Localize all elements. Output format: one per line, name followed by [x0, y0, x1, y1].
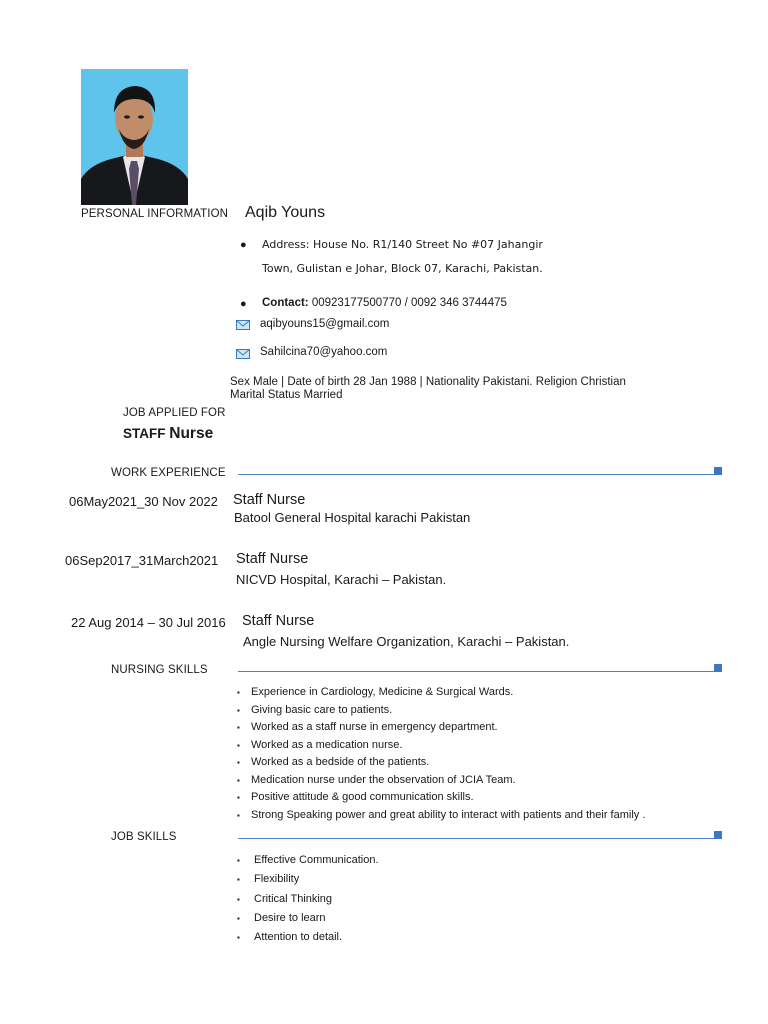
skill-text: Critical Thinking: [254, 892, 333, 905]
list-item: [237, 789, 645, 807]
job-title-part-1: STAFF: [123, 426, 170, 441]
experience-3-org: Angle Nursing Welfare Organization, Karachi – Pakistan.: [243, 634, 570, 649]
contact-bullet: ●: [240, 298, 247, 310]
list-item: [237, 719, 645, 737]
personal-details-line-2: Marital Status Married: [230, 389, 343, 401]
list-item: [237, 772, 645, 790]
skill-text: Attention to detail.: [254, 931, 343, 944]
job-skills-list: [237, 851, 379, 947]
skill-text: Desire to learn: [254, 911, 326, 924]
job-title-part-2: Nurse: [169, 425, 214, 442]
portrait-illustration: [81, 69, 188, 205]
bullet-icon: ▪: [237, 775, 240, 785]
skill-text: Worked as a medication nurse.: [251, 738, 403, 751]
skill-text: Effective Communication.: [254, 854, 379, 866]
experience-1-role: Staff Nurse: [233, 492, 306, 508]
bullet-icon: ▪: [237, 856, 240, 865]
skill-text: Positive attitude & good communication skills.: [251, 791, 474, 803]
work-experience-rule: [238, 474, 716, 475]
personal-details-line-1: Sex Male | Date of birth 28 Jan 1988 | Nationality Pakistani. Religion Christian: [230, 376, 626, 388]
experience-1-date: 06May2021_30 Nov 2022: [69, 494, 218, 509]
address-bullet: ●: [240, 239, 247, 251]
profile-photo: [81, 69, 188, 205]
nursing-skills-list: [237, 683, 646, 824]
list-item: [237, 702, 645, 719]
experience-1-org: Batool General Hospital karachi Pakistan: [234, 510, 471, 525]
experience-2-role: Staff Nurse: [236, 551, 309, 567]
job-applied-title: [123, 425, 213, 443]
work-experience-label: WORK EXPERIENCE: [111, 467, 226, 479]
personal-information-label: PERSONAL INFORMATION: [81, 208, 229, 220]
work-experience-marker: [714, 467, 722, 475]
job-skills-label: JOB SKILLS: [111, 831, 177, 843]
list-item: [237, 754, 645, 772]
bullet-icon: ▪: [237, 894, 240, 904]
experience-3-date: 22 Aug 2014 – 30 Jul 2016: [71, 615, 226, 630]
candidate-name: Aqib Youns: [245, 204, 326, 221]
skill-text: Experience in Cardiology, Medicine & Surgical Wards.: [251, 686, 514, 698]
job-skills-rule: [238, 838, 716, 839]
list-item: [237, 851, 379, 870]
bullet-icon: ▪: [237, 723, 240, 732]
list-item: [237, 928, 379, 947]
address-line-2: Town, Gulistan e Johar, Block 07, Karachi, Pakistan.: [262, 262, 543, 275]
list-item: [237, 890, 379, 909]
email-secondary-link[interactable]: Sahilcina70@yahoo.com: [260, 346, 388, 358]
nursing-skills-marker: [714, 664, 722, 672]
bullet-icon: ▪: [237, 706, 240, 715]
skill-text: Flexibility: [254, 873, 300, 886]
list-item: [237, 807, 646, 825]
bullet-icon: ▪: [237, 793, 240, 802]
email-primary-link[interactable]: aqibyouns15@gmail.com: [260, 318, 390, 330]
list-item: [237, 683, 645, 702]
experience-3-role: Staff Nurse: [242, 613, 315, 629]
experience-2-date: 06Sep2017_31March2021: [65, 553, 219, 568]
contact-label: Contact:: [262, 297, 309, 309]
bullet-icon: ▪: [237, 688, 240, 697]
list-item: [237, 870, 379, 889]
job-applied-label: JOB APPLIED FOR: [123, 407, 226, 419]
skill-text: Strong Speaking power and great ability to interact with patients and their family .: [251, 808, 646, 821]
bullet-icon: ▪: [237, 810, 240, 820]
contact-line: [262, 297, 507, 309]
skill-text: Worked as a bedside of the patients.: [251, 756, 430, 768]
bullet-icon: ▪: [237, 740, 240, 750]
envelope-icon: [236, 349, 250, 359]
address-line-1: Address: House No. R1/140 Street No #07 Jahangir: [262, 238, 543, 251]
nursing-skills-rule: [238, 671, 716, 672]
phone-numbers: 00923177500770 / 0092 346 3744475: [308, 297, 507, 309]
experience-2-org: NICVD Hospital, Karachi – Pakistan.: [236, 572, 447, 587]
list-item: [237, 909, 379, 928]
skill-text: Giving basic care to patients.: [251, 704, 393, 716]
list-item: [237, 737, 645, 755]
bullet-icon: ▪: [237, 875, 240, 885]
job-skills-marker: [714, 831, 722, 839]
envelope-icon: [236, 320, 250, 330]
bullet-icon: ▪: [237, 913, 240, 923]
skill-text: Medication nurse under the observation of JCIA Team.: [251, 773, 516, 786]
bullet-icon: ▪: [237, 758, 240, 767]
skill-text: Worked as a staff nurse in emergency department.: [251, 721, 498, 733]
nursing-skills-label: NURSING SKILLS: [111, 664, 208, 676]
bullet-icon: ▪: [237, 933, 240, 943]
